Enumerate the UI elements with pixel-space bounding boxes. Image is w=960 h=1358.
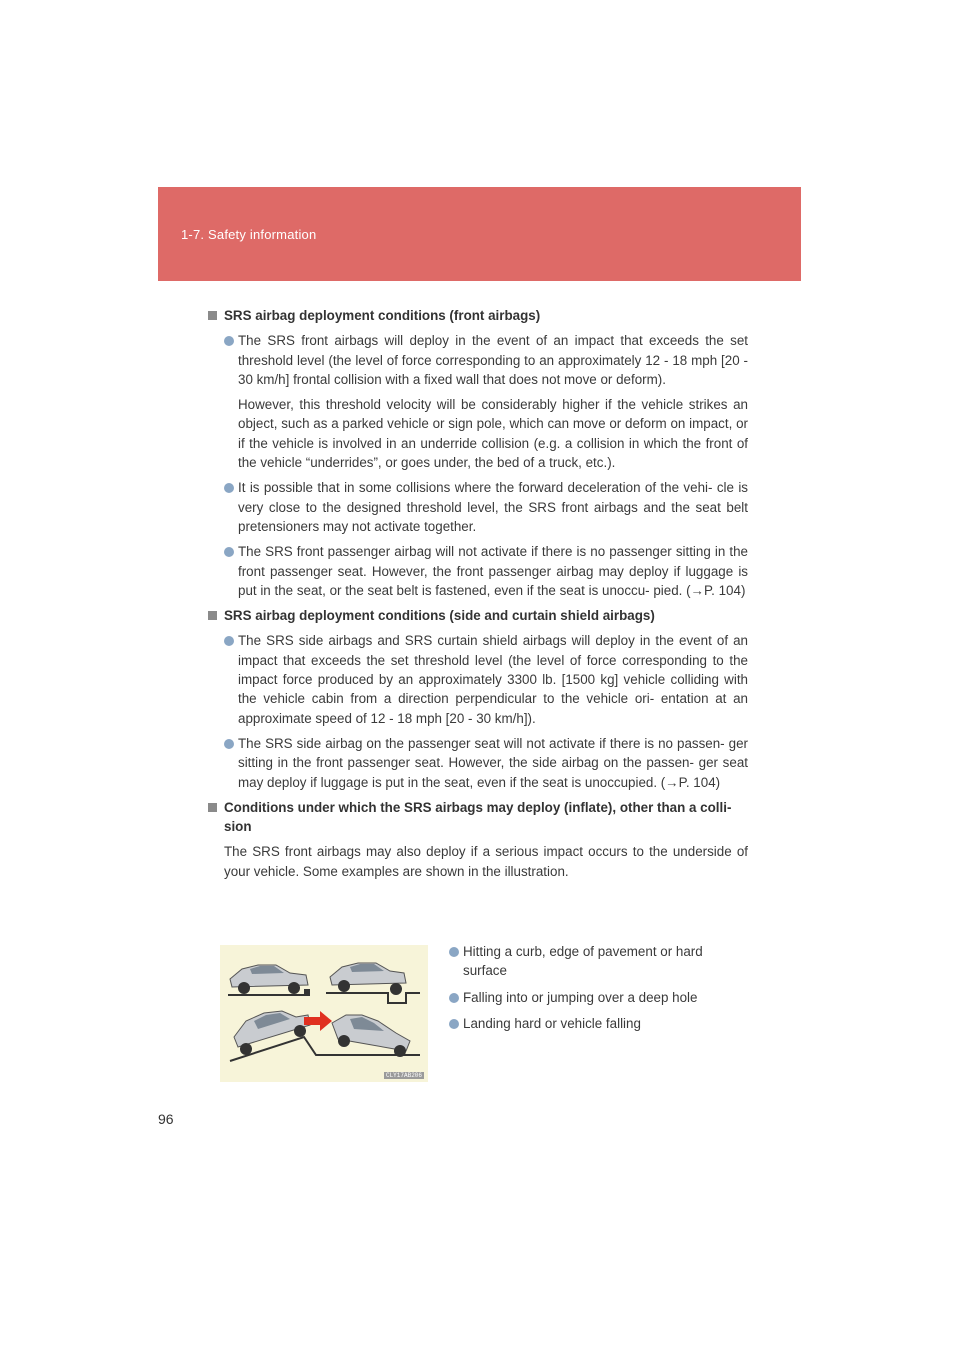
section-title: 1-7. Safety information [181, 227, 317, 242]
bullet-item: The SRS side airbags and SRS curtain shield airbags will deploy in the event of an impact that exceeds the set threshold level (the level of force corresponding to the impact force produced by an approximately 3300 lb. [1500 kg] vehicle colliding with the vehicle cabin from a direction perpendicular to the vehicle ori- entation at an approximate speed of 12 - 18 mph [20 - 30 km/h]). [208, 631, 748, 727]
illustration-list [447, 942, 747, 1040]
car-curb-icon [228, 965, 310, 995]
cars-drawing [220, 945, 428, 1082]
list-item: Landing hard or vehicle falling [447, 1014, 747, 1033]
car-landing-icon [332, 1015, 410, 1057]
round-bullet-icon [449, 993, 459, 1003]
red-arrow-icon [304, 1011, 332, 1031]
bullet-item: It is possible that in some collisions where the forward deceleration of the vehi- cle is very close to the designed threshold level, the SRS front airbags and the seat belt pretensioners may not activate together. [208, 478, 748, 536]
list-item: Falling into or jumping over a deep hole [447, 988, 747, 1007]
bullet-item: The SRS side airbag on the passenger seat will not activate if there is no passen- ger sitting in the front passenger seat. However, the side airbag on the passen- ger seat may deploy if luggage is put in the seat, even if the seat is unoccupied. (→P. 104) [208, 734, 748, 792]
square-bullet-icon [208, 311, 217, 320]
collision-illustration [220, 945, 428, 1082]
round-bullet-icon [224, 336, 234, 346]
section-heading: SRS airbag deployment conditions (side and curtain shield airbags) [208, 606, 748, 625]
round-bullet-icon [224, 636, 234, 646]
paragraph: The SRS front airbags may also deploy if a serious impact occurs to the underside of your vehicle. Some examples are shown in the illustration. [224, 844, 748, 879]
bullet-item: The SRS front airbags will deploy in the event of an impact that exceeds the set threshold level (the level of force corresponding to an approximately 12 - 18 mph [20 - 30 km/h] frontal collision with a fixed wall that does not move or deform). [208, 331, 748, 389]
round-bullet-icon [449, 1019, 459, 1029]
round-bullet-icon [224, 483, 234, 493]
bullet-item: The SRS front passenger airbag will not activate if there is no passenger sitting in the front passenger seat. However, the front passenger airbag may deploy if luggage is put in the seat, or the seat belt is fastened, even if the seat is unoccu- pied. (→P. 104) [208, 542, 748, 600]
section-header-bar [158, 187, 801, 281]
main-content [208, 306, 748, 891]
paragraph: However, this threshold velocity will be considerably higher if the vehicle strikes an object, such as a parked vehicle or sign pole, which can move or deform on impact, or if the vehicle is involved in an underride collision (e.g. a collision in which the front of the vehicle “underrides”, or goes under, the bed of a truck, etc.). [238, 397, 748, 471]
round-bullet-icon [224, 739, 234, 749]
page-number: 96 [158, 1111, 174, 1127]
square-bullet-icon [208, 611, 217, 620]
section-heading: SRS airbag deployment conditions (front airbags) [208, 306, 748, 325]
round-bullet-icon [449, 947, 459, 957]
illustration-code: CLY17AB206 [385, 1072, 422, 1079]
round-bullet-icon [224, 547, 234, 557]
car-hole-icon [326, 963, 420, 1003]
section-heading: Conditions under which the SRS airbags may deploy (inflate), other than a colli- sion [208, 798, 748, 837]
list-item: Hitting a curb, edge of pavement or hard surface [447, 942, 747, 981]
square-bullet-icon [208, 803, 217, 812]
